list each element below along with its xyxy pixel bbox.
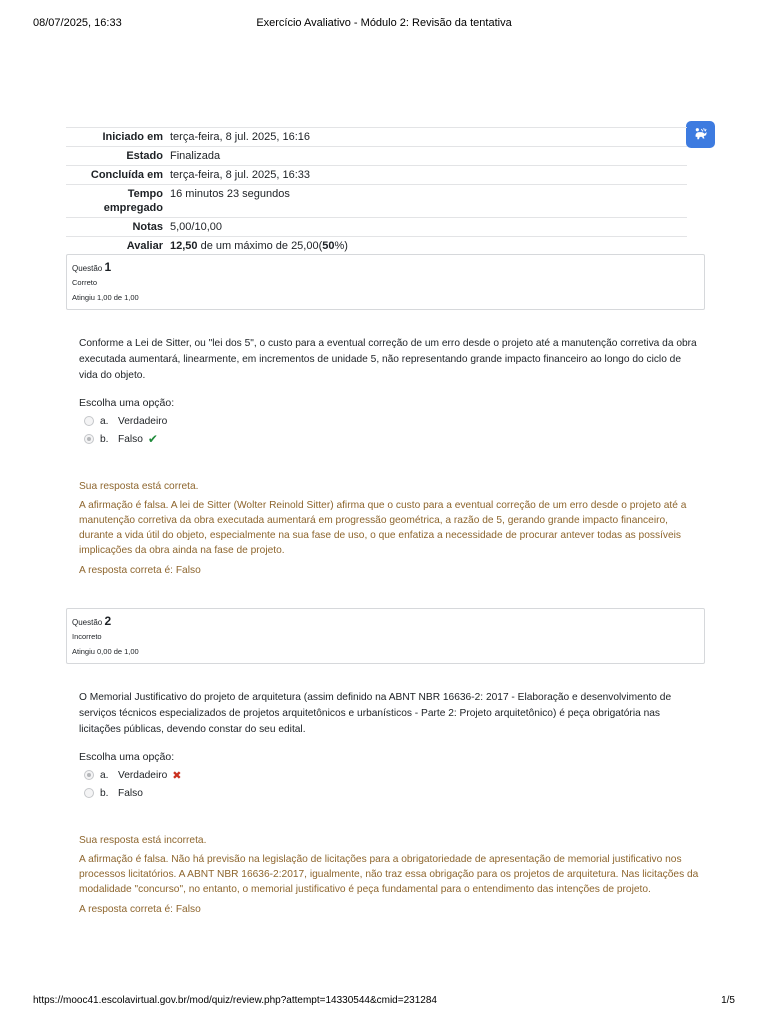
summary-row-started	[66, 127, 687, 146]
radio-button-checked[interactable]	[84, 770, 94, 780]
accessibility-button[interactable]	[686, 121, 715, 148]
radio-button[interactable]	[84, 416, 94, 426]
summary-value: 5,00/10,00	[170, 221, 222, 233]
summary-label: Iniciado em	[102, 131, 163, 143]
grade-text-end: %)	[334, 240, 348, 252]
accessibility-icon	[691, 125, 710, 144]
grade-percent: 50	[322, 240, 335, 252]
question-label: Questão	[72, 618, 103, 627]
summary-row-completed	[66, 165, 687, 184]
summary-label-line: Tempo	[127, 188, 163, 200]
option-label: Verdadeiro	[118, 769, 168, 781]
grade-score: 12,50	[170, 240, 198, 252]
summary-row-state	[66, 146, 687, 165]
summary-value: terça-feira, 8 jul. 2025, 16:16	[170, 131, 311, 143]
summary-label: Notas	[132, 221, 163, 233]
summary-label	[66, 187, 170, 215]
check-icon: ✔	[147, 432, 158, 446]
question-1-option-b[interactable]	[84, 431, 158, 447]
question-state: Correto	[72, 278, 98, 287]
radio-button-checked[interactable]	[84, 434, 94, 444]
option-letter: a.	[100, 769, 109, 781]
summary-label-line: empregado	[103, 202, 163, 214]
question-2-right-answer: A resposta correta é: Falso	[79, 904, 201, 915]
cross-icon: ✖	[172, 769, 182, 782]
question-state: Incorreto	[72, 632, 102, 641]
print-datetime: 08/07/2025, 16:33	[33, 17, 122, 29]
summary-value: terça-feira, 8 jul. 2025, 16:33	[170, 169, 311, 181]
summary-value	[170, 239, 687, 253]
question-1-info	[66, 254, 705, 310]
option-label: Verdadeiro	[118, 415, 168, 427]
question-grade: Atingiu 0,00 de 1,00	[72, 647, 139, 656]
option-letter: a.	[100, 415, 109, 427]
option-label: Falso	[118, 787, 143, 799]
question-num: 1	[104, 260, 112, 274]
question-2-option-a[interactable]	[84, 767, 182, 783]
print-page-number: 1/5	[721, 995, 735, 1006]
print-url: https://mooc41.escolavirtual.gov.br/mod/quiz/review.php?attempt=14330544&cmid=231284	[33, 995, 437, 1006]
summary-row-marks	[66, 217, 687, 236]
attempt-summary	[66, 127, 687, 255]
option-label: Falso	[118, 433, 143, 445]
print-header	[33, 17, 735, 31]
question-2-prompt: Escolha uma opção:	[79, 751, 175, 763]
option-letter: b.	[100, 787, 109, 799]
question-label: Questão	[72, 264, 103, 273]
summary-row-time	[66, 184, 687, 217]
question-1-feedback-text: A afirmação é falsa. A lei de Sitter (Wolter Reinold Sitter) afirma que o custo para a eventual correção de um erro desde o projeto até a manutenção corretiva da obra executada aumentará em progressão geométrica, a razão de 5, gerando grande impacto financeiro, durante a vida útil do objeto, especialmente na sua fase de uso, o que enfatiza a necessidade de procurar antever todas as possíveis implicações da obra ainda na fase de projeto.	[79, 500, 687, 556]
radio-button[interactable]	[84, 788, 94, 798]
print-footer	[33, 995, 735, 1009]
summary-label: Estado	[126, 150, 163, 162]
grade-text: de um máximo de 25,00(	[197, 240, 323, 252]
option-letter: b.	[100, 433, 109, 445]
question-1-right-answer: A resposta correta é: Falso	[79, 565, 201, 576]
print-title: Exercício Avaliativo - Módulo 2: Revisão da tentativa	[256, 17, 512, 29]
question-2-feedback-status: Sua resposta está incorreta.	[79, 835, 207, 846]
question-num: 2	[104, 614, 112, 628]
question-2-info	[66, 608, 705, 664]
summary-value: 16 minutos 23 segundos	[170, 188, 290, 200]
question-1-option-a[interactable]	[84, 413, 167, 429]
summary-value: Finalizada	[170, 150, 221, 162]
question-grade: Atingiu 1,00 de 1,00	[72, 293, 139, 302]
question-1-text: Conforme a Lei de Sitter, ou "lei dos 5", o custo para a eventual correção de um erro desde o projeto até a manutenção corretiva da obra executada aumentará, linearmente, em incrementos de unidade 5, não representando grande impacto financeiro ao longo do ciclo de vida do objeto.	[79, 338, 697, 381]
question-2-option-b[interactable]	[84, 785, 143, 801]
question-1-feedback-status: Sua resposta está correta.	[79, 481, 199, 492]
summary-row-grade	[66, 236, 687, 255]
question-1-prompt: Escolha uma opção:	[79, 397, 175, 409]
question-number	[72, 614, 699, 628]
summary-label: Avaliar	[126, 240, 163, 252]
summary-label: Concluída em	[90, 169, 163, 181]
question-2-text: O Memorial Justificativo do projeto de arquitetura (assim definido na ABNT NBR 16636-2: 2017 - Elaboração e desenvolvimento de serviços técnicos especializados de projetos arquitetônicos e urbanísticos - Parte 2: Projeto arquitetônico) é peça obrigatória nas licitações públicas, devendo constar do seu edital.	[79, 692, 672, 735]
question-2-feedback-text: A afirmação é falsa. Não há previsão na legislação de licitações para a obrigatoriedade de apresentação de memorial justificativo nos processos licitatórios. A ABNT NBR 16636-2:2017, igualmente, não traz essa obrigação para os projetos de arquitetura. Nas licitações da modalidade "concurso", no entanto, o memorial justificativo é peça fundamental para o entendimento das intenções de projeto.	[79, 854, 699, 895]
question-number	[72, 260, 699, 274]
